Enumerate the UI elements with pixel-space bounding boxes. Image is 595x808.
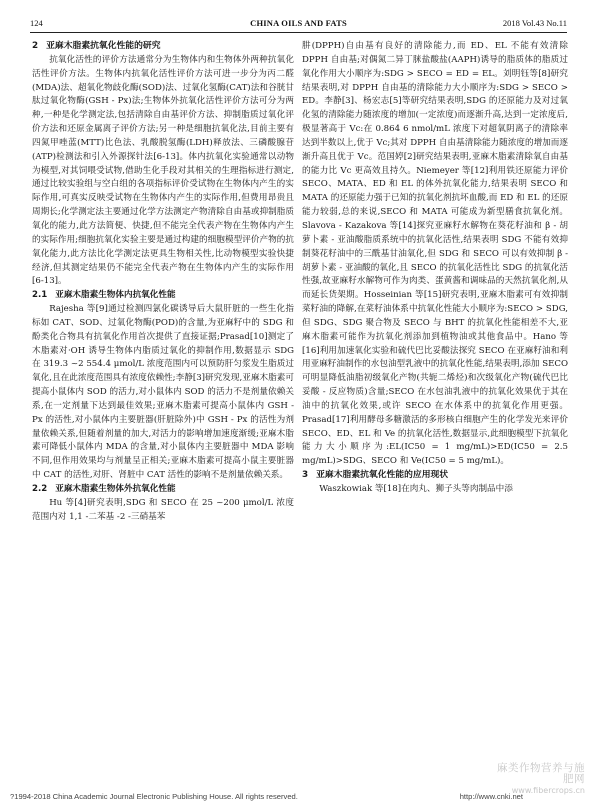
section-2-heading: [32, 40, 294, 54]
section-2-1-heading: [32, 289, 294, 303]
copyright-notice: ?1994-2018 China Academic Journal Electronic Publishing House. All rights reserved.: [10, 792, 298, 801]
paragraph-application: Waszkowiak 等[18]在肉丸、狮子头等肉制品中添: [319, 484, 513, 494]
running-header: [30, 18, 567, 33]
section-3-heading: [302, 469, 568, 483]
journal-title: CHINA OILS AND FATS: [250, 18, 347, 28]
paragraph-in-vivo: Rajesha 等[9]通过检测四氯化碳诱导后大鼠肝脏的一些生化指标如 CAT、SOD、过氧化物酶(POD)的含量,为亚麻籽中的 SDG 和酚类化合物具有抗氧化作用首次提供了直接证据;Prasad[10]测定了木脂素对·OH 诱导生物体内脂质过氧化的抑制作用,数据显示 SDG 在 319.3 ~2 554.4 μmol/L 浓度范围内可以预防肝匀浆发生脂质过氧化,且在此浓度范围具有浓度依赖性;李静[3]研究发现,亚麻木脂素可提高小鼠体内 SOD 的活力,对小鼠体内 SOD 的活力不是剂量依赖关系,在一定剂量下达到最佳效果;亚麻木脂素可提高小鼠体内 GSH - Px 的活性,对小鼠体内主要脏器(肝脏除外)中 GSH - Px 的活性为剂量依赖关系,但随着剂量的加大,对活力的影响增加速度渐缓;亚麻木脂素可降低小鼠体内 MDA 的含量,对小鼠体内主要脏器中 MDA 影响不同,但作用效果均与剂量呈正相关;亚麻木脂素可提高小鼠主要脏器中 CAT 的活性,对肝、肾脏中 CAT 活性的影响不是剂量依赖关系。: [32, 304, 294, 481]
right-column: [302, 40, 568, 497]
site-watermark: [493, 763, 585, 796]
section-2-1-number: 2.1: [32, 290, 48, 301]
paragraph-in-vitro-start: Hu 等[4]研究表明,SDG 和 SECO 在 25 ~200 μmol/L 浓度范围内对 1,1 -二苯基 -2 -三硝基苯: [32, 497, 294, 522]
section-3-number: 3: [302, 470, 309, 481]
section-3-title: 亚麻木脂素抗氧化性能的应用现状: [316, 470, 449, 481]
paragraph-in-vitro-continued: 肼(DPPH)自由基有良好的清除能力,而 ED、EL 不能有效清除 DPPH 自由基;对偶氮二异丁脒盐酸盐(AAPH)诱导的脂质体的脂质过氧化作用大小顺序为:SDG > SECO = ED = EL。刘明钰等[8]研究结果表明,对 DPPH 自由基的清除能力大小顺序为:SDG > SECO > ED。李静[3]、杨宏志[5]等研究结果表明,SDG 的还原能力及对过氧化氢的清除能力随浓度的增加(一定浓度)而逐渐升高,达到一定浓度后,极显著高于 Vc:在 0.864 6 nmol/mL 浓度下对超氧阴离子的清除率达到半数以上,优于 Vc;其对 DPPH 自由基清除能力随浓度的增加而逐渐升高且优于 Vc。范国婷[2]研究结果表明,亚麻木脂素清除氧自由基的能力比 Vc 更高效且持久。Niemeyer 等[12]利用铁还原能力评价 SECO、MATA、ED 和 EL 的体外抗氧化能力,结果表明 SECO 和 MATA 的还原能力强于已知的抗氧化剂抗坏血酸,而 ED 和 EL 的还原能力较弱,总的来说,SECO 和 MATA 可能成为新型膳食抗氧化剂。Slavova - Kazakova 等[14]探究亚麻籽水解物在葵花籽油和 β - 胡萝卜素 - 亚油酸脂质系统中的抗氧化活性,结果表明 SDG 不能有效抑制葵花籽油中的三酰基甘油氧化,但 SDG 和 SECO 可以有效抑制 β - 胡萝卜素 - 亚油酸的氧化,且 SECO 的抗氧化活性比 SDG 的抗氧化活性强,故亚麻籽水解物可作为肉类、蛋黄酱和调味品的天然抗氧化剂,从而延长货架期。Hosseinian 等[15]研究表明,亚麻木脂素可有效抑制菜籽油的降解,在菜籽油体系中抗氧化性能大小顺序为:SECO > SDG,但 SDG、SDG 聚合物及 SECO 与 BHT 的抗氧化性能相差不大,亚麻木脂素可能作为抗氧化剂添加到植物油或其他食品中。Hano 等[16]利用加速氧化实验和硫代巴比妥酸法探究 SECO 在亚麻籽油和利用亚麻籽油制作的水包油型乳液中的抗氧化性能,结果表明,添加 SECO 可明显降低油脂初级氧化产物(共轭二烯烃)和次级氧化产物(硫代巴比妥酸 - 反应物质)含量;SECO 在水包油乳液中的抗氧化效果优于其在油中的抗氧化效果,或许 SECO 在水体系中的抗氧化作用更强。Prasad[17]利用酵母多糖激活的多形核白细胞产生的化学发光来评价 SECO、ED、EL 和 Ve 的抗氧化活性,数据显示,此细胞模型下抗氧化能力大小顺序为:EL(IC50 = 1 mg/mL)>ED(IC50 = 2.5 mg/mL)>SDG、SECO 和 Ve(IC50 = 5 mg/mL)。: [302, 41, 569, 467]
paragraph-evaluation-methods: 抗氧化活性的评价方法通常分为生物体内和生物体外两种抗氧化活性评价方法。生物体内抗氧化活性评价方法可进一步分为丙二醛(MDA)法、超氧化物歧化酶(SOD)法、过氧化氢酶(CAT)法和谷胱甘肽过氧化物酶(GSH - Px)法;生物体外抗氧化活性评价方法可分为两种,一种是化学测定法,包括清除自由基评价方法、抑制脂质过氧化评价方法和还原金属离子评价方法;另一种是细胞抗氧化法,目前主要有四氮甲唑蓝(MTT)比色法、乳酸脱氢酶(LDH)释放法、三磷酸腺苷(ATP)检测法和引入外源探针法[6-13]。体内抗氧化实验通常以动物为模型,对其饲喂受试物,借助生化手段对其相关的生理指标进行测定,通过比较实验组与空白组的各项指标评价受试物在生物体内产生的实际作用,可真实反映受试物在生物体内产生的实际作用,但费用昂贵且周期长;化学测定法主要通过化学方法测定产物清除自由基或抑制脂质氧化的能力,此方法简便、快捷,但不能完全代表产物在生物体内产生的实际作用;细胞抗氧化实验主要是通过构建的细胞模型评价产物的抗氧化能力,此方法比化学测定法更具生物相关性,比动物模型实验快捷经济,但其测定结果仍不能完全代表产物在生物体内产生的实际作用[6-13]。: [32, 54, 294, 287]
page-number: 124: [30, 18, 43, 28]
left-column: [32, 40, 294, 525]
volume-issue: 2018 Vol.43 No.11: [502, 18, 567, 28]
section-2-1-title: 亚麻木脂素生物体内抗氧化性能: [55, 290, 176, 301]
section-2-2-title: 亚麻木脂素生物体外抗氧化性能: [55, 484, 176, 494]
section-2-2-heading: [32, 483, 294, 497]
watermark-title: 麻类作物营养与施肥网: [497, 762, 585, 785]
section-2-2-number: 2.2: [32, 484, 48, 494]
cnki-link[interactable]: http://www.cnki.net: [459, 792, 523, 801]
watermark-url: www.fibercrops.cn: [511, 786, 585, 795]
section-2-number: 2: [32, 41, 39, 51]
section-2-title: 亚麻木脂素抗氧化性能的研究: [46, 41, 161, 51]
